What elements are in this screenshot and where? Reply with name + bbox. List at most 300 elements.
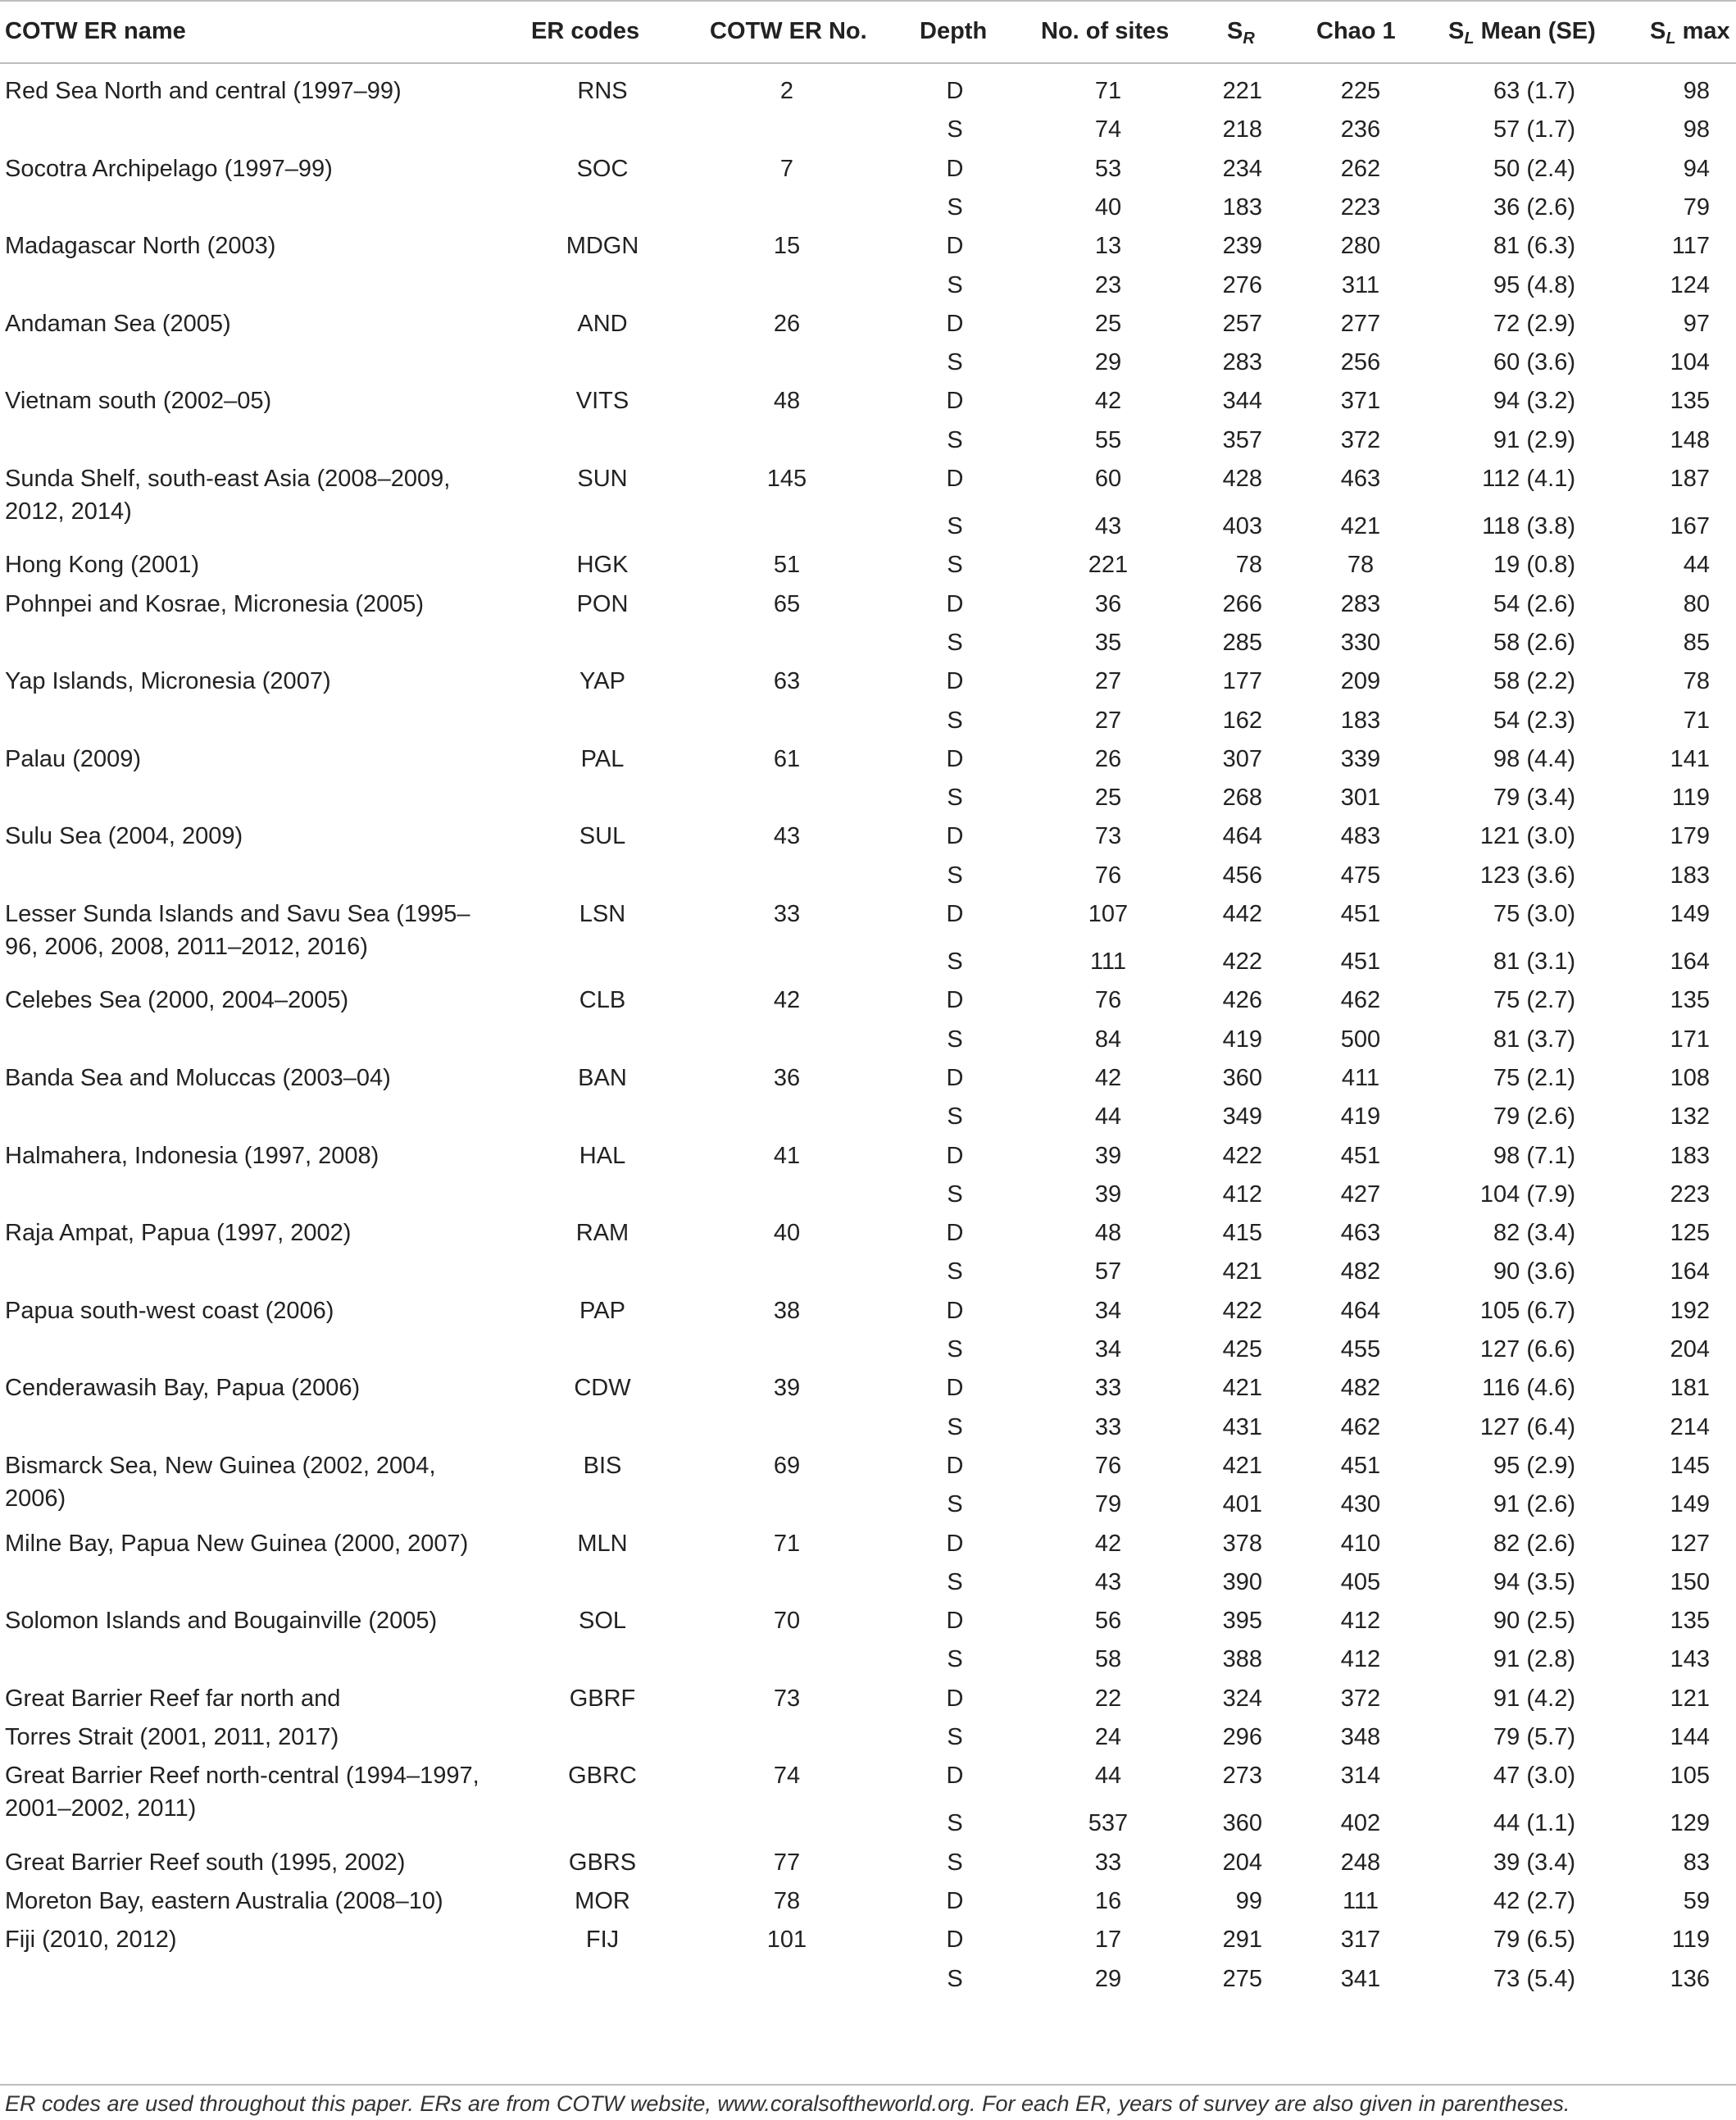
cell-chao: 225 xyxy=(1340,78,1381,104)
cell-name: Red Sea North and central (1997–99) xyxy=(5,78,402,104)
cell-sites: 35 xyxy=(1094,629,1122,656)
cell-chao: 451 xyxy=(1340,901,1381,927)
cell-sr: 268 xyxy=(1222,785,1262,812)
cell-depth: S xyxy=(947,1491,963,1518)
cell-sites: 537 xyxy=(1088,1810,1129,1837)
cell-name: Solomon Islands and Bougainville (2005) xyxy=(5,1608,438,1635)
cell-sr: 273 xyxy=(1222,1763,1262,1790)
cell-no: 41 xyxy=(773,1142,801,1169)
cell-chao: 482 xyxy=(1340,1258,1381,1285)
table-row xyxy=(0,334,1736,376)
cell-code: GBRS xyxy=(568,1849,637,1876)
cell-chao: 463 xyxy=(1340,466,1381,492)
cell-depth: D xyxy=(946,1142,964,1169)
cell-depth: S xyxy=(947,1810,963,1837)
cell-sites: 84 xyxy=(1094,1026,1122,1053)
header-sl-max-rest: max xyxy=(1675,18,1730,44)
cell-sites: 27 xyxy=(1094,668,1122,695)
cell-name: Hong Kong (2001) xyxy=(5,552,199,579)
cell-slmean: 75 (2.7) xyxy=(1493,987,1575,1014)
header-sl-max-sub: L xyxy=(1666,30,1676,48)
cell-slmax: 135 xyxy=(1670,388,1710,415)
cell-depth: S xyxy=(947,1413,963,1440)
cell-code: HGK xyxy=(576,552,629,579)
cell-chao: 451 xyxy=(1340,1452,1381,1479)
cell-no: 48 xyxy=(773,388,801,415)
cell-name: Banda Sea and Moluccas (2003–04) xyxy=(5,1064,391,1091)
cell-sr: 357 xyxy=(1222,426,1262,453)
cell-slmean: 19 (0.8) xyxy=(1493,552,1575,579)
cell-chao: 455 xyxy=(1340,1336,1381,1363)
cell-chao: 405 xyxy=(1340,1568,1381,1595)
cell-slmax: 141 xyxy=(1670,745,1710,772)
cell-slmax: 183 xyxy=(1670,862,1710,889)
cell-sr: 204 xyxy=(1222,1849,1262,1876)
cell-slmean: 73 (5.4) xyxy=(1493,1965,1575,1992)
cell-name: Great Barrier Reef south (1995, 2002) xyxy=(5,1849,406,1876)
cell-slmax: 148 xyxy=(1670,426,1710,453)
cell-code: AND xyxy=(577,310,628,337)
cell-code: BIS xyxy=(583,1452,622,1479)
cell-name: Vietnam south (2002–05) xyxy=(5,388,272,415)
cell-sr: 344 xyxy=(1222,388,1262,415)
cell-no: 38 xyxy=(773,1297,801,1324)
header-sl-mean-main: S xyxy=(1448,18,1465,44)
cell-slmean: 75 (2.1) xyxy=(1493,1064,1575,1091)
cell-code: MDGN xyxy=(566,233,639,260)
cell-code: CDW xyxy=(574,1375,631,1402)
cell-chao: 256 xyxy=(1340,349,1381,376)
table-row xyxy=(0,1012,1736,1053)
table-row xyxy=(0,1399,1736,1438)
cell-slmean: 104 (7.9) xyxy=(1479,1181,1575,1208)
cell-depth: D xyxy=(946,310,964,337)
cell-slmax: 124 xyxy=(1670,271,1710,298)
cell-depth: S xyxy=(947,1646,963,1673)
cell-sr: 415 xyxy=(1222,1220,1262,1247)
cell-sr: 218 xyxy=(1222,116,1262,143)
cell-chao: 183 xyxy=(1340,707,1381,734)
cell-no: 33 xyxy=(773,901,801,927)
cell-name: Celebes Sea (2000, 2004–2005) xyxy=(5,987,349,1014)
cell-slmax: 129 xyxy=(1670,1810,1710,1837)
cell-sr: 442 xyxy=(1222,901,1262,927)
cell-slmax: 132 xyxy=(1670,1103,1710,1131)
cell-depth: D xyxy=(946,155,964,182)
table-row xyxy=(0,731,1736,770)
cell-code: PON xyxy=(576,590,629,617)
cell-slmean: 58 (2.6) xyxy=(1493,629,1575,656)
cell-chao: 462 xyxy=(1340,987,1381,1014)
cell-depth: S xyxy=(947,349,963,376)
cell-no: 74 xyxy=(773,1763,801,1790)
cell-name: Milne Bay, Papua New Guinea (2000, 2007) xyxy=(5,1530,469,1557)
cell-chao: 430 xyxy=(1340,1491,1381,1518)
cell-sr: 275 xyxy=(1222,1965,1262,1992)
cell-sr: 285 xyxy=(1222,629,1262,656)
cell-depth: D xyxy=(946,901,964,927)
table-row xyxy=(0,653,1736,695)
table-row xyxy=(0,576,1736,615)
header-sr-sub: R xyxy=(1243,30,1255,48)
table-row xyxy=(0,1128,1736,1167)
table-row xyxy=(0,1244,1736,1285)
cell-no: 36 xyxy=(773,1064,801,1091)
table-row xyxy=(0,141,1736,180)
cell-depth: D xyxy=(946,1685,964,1712)
cell-slmean: 91 (2.6) xyxy=(1493,1491,1575,1518)
cell-sites: 60 xyxy=(1094,466,1122,492)
cell-slmax: 80 xyxy=(1683,590,1710,617)
table-row xyxy=(0,1516,1736,1557)
table-row xyxy=(0,1283,1736,1322)
cell-sites: 221 xyxy=(1088,552,1129,579)
cell-slmean: 82 (3.4) xyxy=(1493,1220,1575,1247)
cell-slmax: 192 xyxy=(1670,1297,1710,1324)
cell-name: Great Barrier Reef far north and xyxy=(5,1685,341,1712)
cell-depth: D xyxy=(946,668,964,695)
cell-depth: D xyxy=(946,1927,964,1954)
cell-sites: 44 xyxy=(1094,1103,1122,1131)
cell-code: LSN xyxy=(579,901,626,927)
cell-sr: 291 xyxy=(1222,1927,1262,1954)
cell-chao: 372 xyxy=(1340,426,1381,453)
cell-slmax: 79 xyxy=(1683,193,1710,221)
cell-slmean: 60 (3.6) xyxy=(1493,349,1575,376)
cell-depth: D xyxy=(946,1452,964,1479)
cell-code: YAP xyxy=(579,668,625,695)
cell-sites: 57 xyxy=(1094,1258,1122,1285)
cell-name: Torres Strait (2001, 2011, 2017) xyxy=(5,1724,339,1750)
cell-name: Sulu Sea (2004, 2009) xyxy=(5,823,243,850)
cell-depth: S xyxy=(947,513,963,539)
cell-sites: 27 xyxy=(1094,707,1122,734)
header-sl-mean xyxy=(1448,18,1596,48)
cell-sr: 99 xyxy=(1235,1887,1262,1914)
cell-sites: 42 xyxy=(1094,1530,1122,1557)
cell-slmax: 183 xyxy=(1670,1142,1710,1169)
cell-slmean: 82 (2.6) xyxy=(1493,1530,1575,1557)
header-chao: Chao 1 xyxy=(1316,18,1396,44)
cell-code: VITS xyxy=(575,388,629,415)
cell-depth: S xyxy=(947,426,963,453)
table-row xyxy=(0,296,1736,337)
cell-name: Yap Islands, Micronesia (2007) xyxy=(5,668,331,695)
cell-chao: 330 xyxy=(1340,629,1381,656)
table-row xyxy=(0,1476,1736,1518)
cell-chao: 412 xyxy=(1340,1646,1381,1673)
cell-code: MLN xyxy=(577,1530,628,1557)
cell-depth: D xyxy=(946,1887,964,1914)
cell-slmax: 214 xyxy=(1670,1413,1710,1440)
table-row xyxy=(0,1631,1736,1673)
table-row xyxy=(0,1089,1736,1131)
cell-depth: S xyxy=(947,1181,963,1208)
cell-depth: S xyxy=(947,785,963,812)
cell-chao: 371 xyxy=(1340,388,1381,415)
cell-chao: 223 xyxy=(1340,193,1381,221)
cell-slmax: 44 xyxy=(1683,552,1710,579)
cell-no: 70 xyxy=(773,1608,801,1635)
cell-slmean: 79 (3.4) xyxy=(1493,785,1575,812)
cell-slmean: 50 (2.4) xyxy=(1493,155,1575,182)
cell-name: Lesser Sunda Islands and Savu Sea (1995–96, 2006, 2008, 2011–2012, 2016) xyxy=(5,901,470,960)
cell-sr: 422 xyxy=(1222,1142,1262,1169)
cell-no: 101 xyxy=(766,1927,807,1954)
cell-sr: 221 xyxy=(1222,78,1262,104)
cell-code: PAL xyxy=(580,745,625,772)
cell-no: 77 xyxy=(773,1849,801,1876)
table-row xyxy=(0,1671,1736,1712)
cell-depth: S xyxy=(947,1336,963,1363)
cell-sites: 76 xyxy=(1094,987,1122,1014)
table-row xyxy=(0,1912,1736,1954)
cell-name: Palau (2009) xyxy=(5,745,142,772)
table-row xyxy=(0,934,1736,975)
cell-chao: 451 xyxy=(1340,1142,1381,1169)
cell-sites: 48 xyxy=(1094,1220,1122,1247)
table-row xyxy=(0,257,1736,296)
cell-depth: D xyxy=(946,590,964,617)
header-sl-mean-rest: Mean (SE) xyxy=(1474,18,1596,44)
cell-sites: 74 xyxy=(1094,116,1122,143)
cell-slmean: 44 (1.1) xyxy=(1493,1810,1575,1837)
cell-slmean: 112 (4.1) xyxy=(1482,466,1575,492)
header-sl-max-main: S xyxy=(1650,18,1666,44)
header-er-name: COTW ER name xyxy=(5,18,186,44)
cell-no: 61 xyxy=(773,745,801,772)
cell-depth: D xyxy=(946,1375,964,1402)
table-row xyxy=(0,848,1736,889)
cell-chao: 277 xyxy=(1340,310,1381,337)
cell-no: 26 xyxy=(773,310,801,337)
cell-no: 7 xyxy=(779,155,794,182)
cell-depth: D xyxy=(946,233,964,260)
cell-sr: 395 xyxy=(1222,1608,1262,1635)
cell-chao: 78 xyxy=(1347,552,1375,579)
cell-slmax: 85 xyxy=(1683,629,1710,656)
cell-slmax: 223 xyxy=(1670,1181,1710,1208)
cell-slmean: 57 (1.7) xyxy=(1493,116,1575,143)
table-row xyxy=(0,770,1736,812)
cell-depth: D xyxy=(946,823,964,850)
cell-chao: 421 xyxy=(1340,513,1381,539)
cell-sr: 464 xyxy=(1222,823,1262,850)
table-header xyxy=(0,0,1736,64)
cell-sites: 24 xyxy=(1094,1724,1122,1750)
cell-no: 51 xyxy=(773,552,801,579)
table-row xyxy=(0,1360,1736,1402)
cell-sr: 431 xyxy=(1222,1413,1262,1440)
cell-slmax: 94 xyxy=(1683,155,1710,182)
cell-depth: D xyxy=(946,1220,964,1247)
cell-depth: S xyxy=(947,271,963,298)
cell-code: SUL xyxy=(579,823,626,850)
cell-slmean: 105 (6.7) xyxy=(1479,1297,1575,1324)
cell-slmax: 204 xyxy=(1670,1336,1710,1363)
cell-slmean: 81 (3.1) xyxy=(1493,949,1575,975)
cell-chao: 482 xyxy=(1340,1375,1381,1402)
cell-code: RAM xyxy=(575,1220,629,1247)
cell-slmean: 127 (6.6) xyxy=(1479,1336,1575,1363)
cell-sr: 183 xyxy=(1222,193,1262,221)
cell-no: 73 xyxy=(773,1685,801,1712)
cell-no: 40 xyxy=(773,1220,801,1247)
cell-chao: 236 xyxy=(1340,116,1381,143)
cell-sr: 296 xyxy=(1222,1724,1262,1750)
cell-depth: S xyxy=(947,1849,963,1876)
cell-sites: 79 xyxy=(1094,1491,1122,1518)
cell-slmax: 98 xyxy=(1683,78,1710,104)
cell-sr: 401 xyxy=(1222,1491,1262,1518)
cell-sites: 33 xyxy=(1094,1413,1122,1440)
cell-slmax: 167 xyxy=(1670,513,1710,539)
cell-depth: S xyxy=(947,949,963,975)
header-er-codes: ER codes xyxy=(531,18,640,44)
cell-depth: S xyxy=(947,1965,963,1992)
cell-chao: 341 xyxy=(1340,1965,1381,1992)
cell-chao: 339 xyxy=(1340,745,1381,772)
cell-sr: 428 xyxy=(1222,466,1262,492)
cell-no: 71 xyxy=(773,1530,801,1557)
cell-slmean: 95 (2.9) xyxy=(1493,1452,1575,1479)
header-sr xyxy=(1227,18,1255,48)
cell-slmean: 47 (3.0) xyxy=(1493,1763,1575,1790)
cell-sr: 162 xyxy=(1222,707,1262,734)
cell-chao: 462 xyxy=(1340,1413,1381,1440)
cell-sr: 378 xyxy=(1222,1530,1262,1557)
cell-code: SOL xyxy=(578,1608,627,1635)
table-row xyxy=(0,1554,1736,1593)
table-row xyxy=(0,808,1736,850)
table-row xyxy=(0,1205,1736,1247)
cell-sr: 360 xyxy=(1222,1064,1262,1091)
cell-slmean: 91 (2.8) xyxy=(1493,1646,1575,1673)
cell-sr: 239 xyxy=(1222,233,1262,260)
cell-slmax: 119 xyxy=(1671,785,1710,812)
cell-slmean: 79 (5.7) xyxy=(1493,1724,1575,1750)
table-row xyxy=(0,1322,1736,1363)
cell-slmax: 127 xyxy=(1670,1530,1710,1557)
cell-slmax: 149 xyxy=(1670,901,1710,927)
header-sl-mean-sub: L xyxy=(1464,30,1475,48)
cell-sites: 53 xyxy=(1094,155,1122,182)
cell-slmean: 79 (2.6) xyxy=(1493,1103,1575,1131)
cell-sr: 388 xyxy=(1222,1646,1262,1673)
cell-code: SOC xyxy=(576,155,629,182)
cell-chao: 262 xyxy=(1340,155,1381,182)
cell-chao: 463 xyxy=(1340,1220,1381,1247)
cell-slmean: 36 (2.6) xyxy=(1493,193,1575,221)
cell-sites: 17 xyxy=(1094,1927,1122,1954)
cell-code: GBRF xyxy=(569,1685,636,1712)
cell-slmean: 98 (7.1) xyxy=(1493,1142,1575,1169)
table-row xyxy=(0,218,1736,260)
cell-slmax: 119 xyxy=(1671,1927,1710,1954)
cell-slmean: 54 (2.6) xyxy=(1493,590,1575,617)
header-er-no: COTW ER No. xyxy=(710,18,867,44)
table-row xyxy=(0,693,1736,734)
cell-sites: 16 xyxy=(1094,1887,1122,1914)
cell-code: BAN xyxy=(578,1064,627,1091)
cell-sites: 42 xyxy=(1094,388,1122,415)
header-sites: No. of sites xyxy=(1041,18,1170,44)
cell-sr: 421 xyxy=(1222,1452,1262,1479)
table-row xyxy=(0,63,1736,102)
cell-code: GBRC xyxy=(568,1763,637,1790)
table-row xyxy=(0,1748,1736,1822)
cell-sites: 43 xyxy=(1094,1568,1122,1595)
cell-name: Pohnpei and Kosrae, Micronesia (2005) xyxy=(5,590,425,617)
cell-depth: S xyxy=(947,1568,963,1595)
cell-slmax: 145 xyxy=(1670,1452,1710,1479)
table-row xyxy=(0,1795,1736,1837)
cell-sites: 44 xyxy=(1094,1763,1122,1790)
cell-slmean: 81 (6.3) xyxy=(1493,233,1575,260)
cell-sites: 25 xyxy=(1094,310,1122,337)
cell-depth: S xyxy=(947,707,963,734)
cell-slmax: 98 xyxy=(1683,116,1710,143)
cell-chao: 464 xyxy=(1340,1297,1381,1324)
cell-slmax: 117 xyxy=(1671,233,1710,260)
cell-chao: 451 xyxy=(1340,949,1381,975)
cell-slmean: 42 (2.7) xyxy=(1493,1887,1575,1914)
cell-depth: S xyxy=(947,116,963,143)
cell-depth: D xyxy=(946,1608,964,1635)
table-row xyxy=(0,102,1736,143)
table-row xyxy=(0,373,1736,415)
cell-sites: 43 xyxy=(1094,513,1122,539)
table-row xyxy=(0,1951,1736,1990)
cell-no: 39 xyxy=(773,1375,801,1402)
cell-slmax: 171 xyxy=(1670,1026,1710,1053)
cell-sr: 419 xyxy=(1222,1026,1262,1053)
cell-sites: 73 xyxy=(1094,823,1122,850)
cell-sites: 26 xyxy=(1094,745,1122,772)
cell-slmean: 118 (3.8) xyxy=(1482,513,1575,539)
cell-name: Papua south-west coast (2006) xyxy=(5,1297,334,1324)
cell-chao: 410 xyxy=(1340,1530,1381,1557)
cell-slmean: 39 (3.4) xyxy=(1493,1849,1575,1876)
cell-sites: 76 xyxy=(1094,1452,1122,1479)
cell-sites: 71 xyxy=(1094,78,1122,104)
cell-slmean: 91 (2.9) xyxy=(1493,426,1575,453)
cell-name: Moreton Bay, eastern Australia (2008–10) xyxy=(5,1887,443,1914)
cell-code: SUN xyxy=(577,466,628,492)
cell-no: 63 xyxy=(773,668,801,695)
cell-depth: D xyxy=(946,745,964,772)
cell-slmean: 95 (4.8) xyxy=(1493,271,1575,298)
cell-slmean: 98 (4.4) xyxy=(1493,745,1575,772)
cell-sr: 177 xyxy=(1222,668,1262,695)
cell-sites: 29 xyxy=(1094,349,1122,376)
cell-sites: 39 xyxy=(1094,1142,1122,1169)
cell-slmax: 105 xyxy=(1670,1763,1710,1790)
cell-no: 69 xyxy=(773,1452,801,1479)
cell-name: Madagascar North (2003) xyxy=(5,233,276,260)
cell-sr: 360 xyxy=(1222,1810,1262,1837)
cell-sites: 76 xyxy=(1094,862,1122,889)
cell-sr: 283 xyxy=(1222,349,1262,376)
cell-chao: 348 xyxy=(1340,1724,1381,1750)
cell-slmax: 135 xyxy=(1670,987,1710,1014)
cell-slmax: 164 xyxy=(1670,1258,1710,1285)
cell-slmax: 104 xyxy=(1670,349,1710,376)
cell-name: Halmahera, Indonesia (1997, 2008) xyxy=(5,1142,379,1169)
table-row xyxy=(0,1709,1736,1748)
cell-no: 78 xyxy=(773,1887,801,1914)
cell-depth: D xyxy=(946,78,964,104)
